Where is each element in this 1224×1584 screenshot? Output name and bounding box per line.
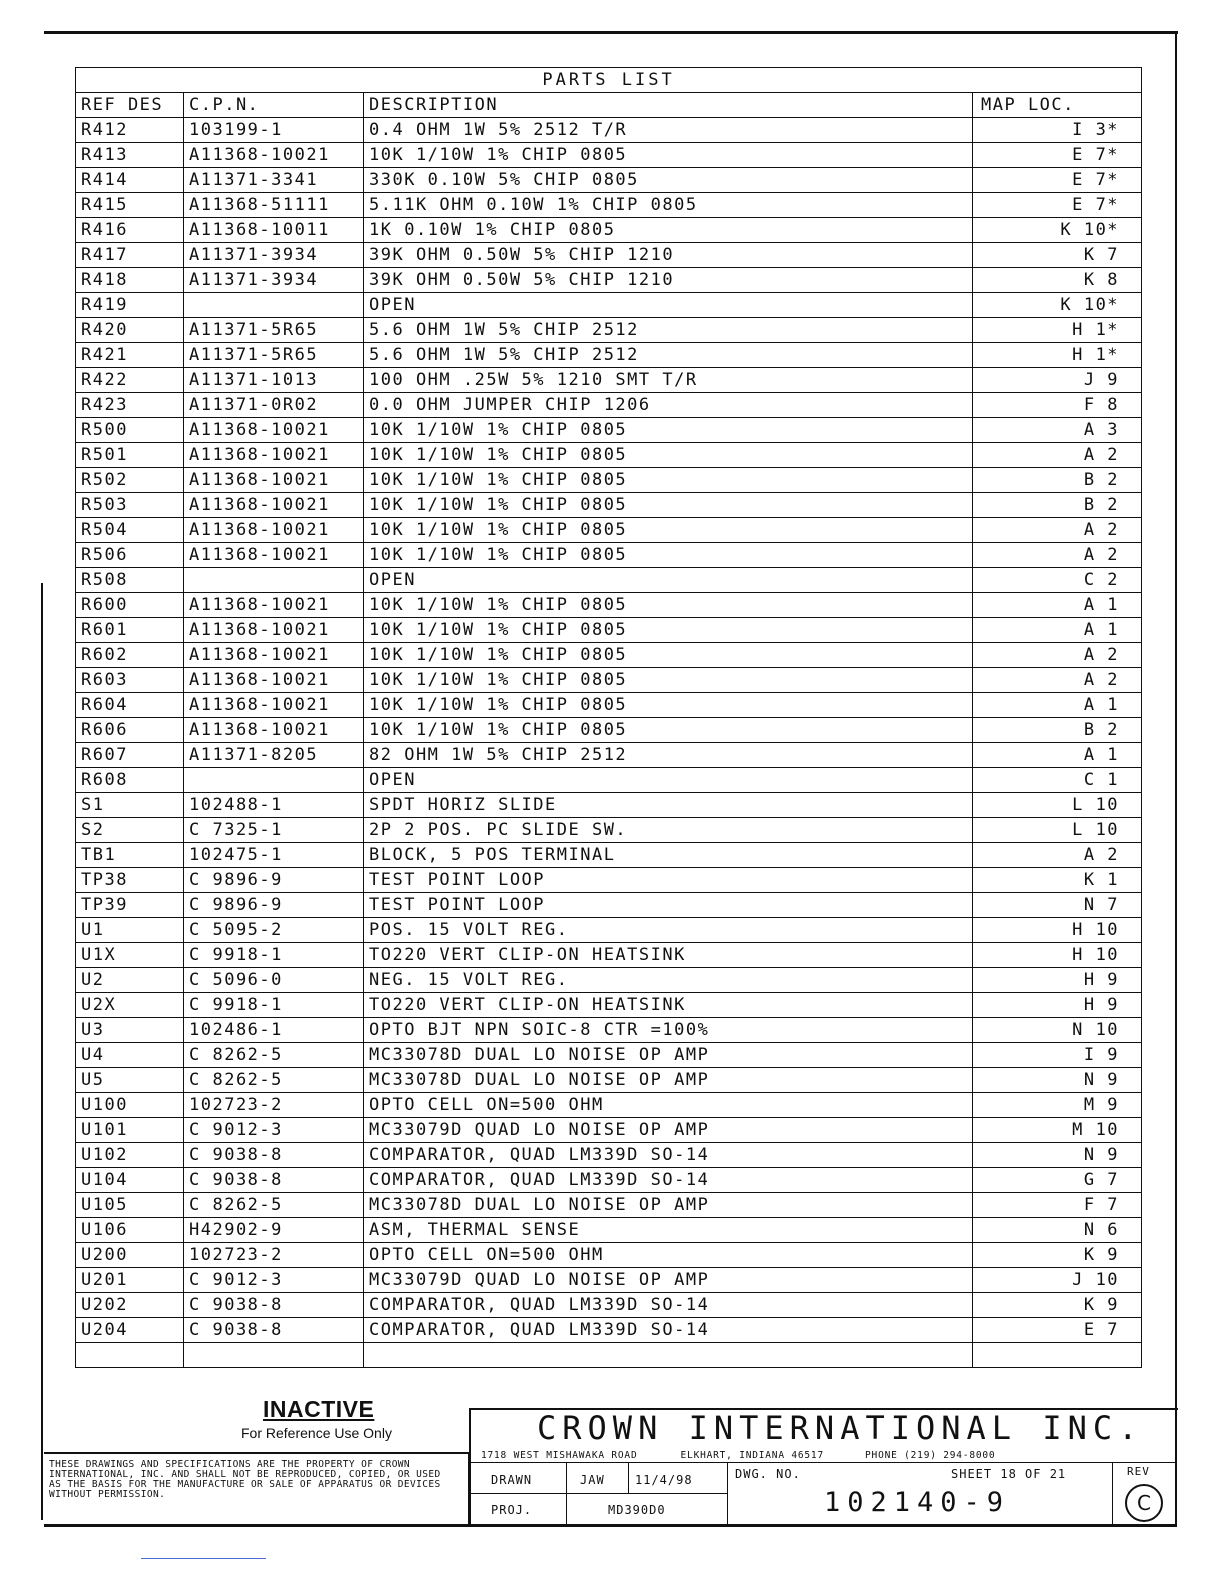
map-loc-cell: C 2 [973, 568, 1142, 593]
ref-des-cell: R506 [76, 543, 184, 568]
ref-des-cell: R501 [76, 443, 184, 468]
table-row [76, 818, 1142, 843]
map-loc-cell: A 3 [973, 418, 1142, 443]
description-cell: COMPARATOR, QUAD LM339D SO-14 [364, 1293, 973, 1318]
ref-des-cell: R413 [76, 143, 184, 168]
table-row [76, 1118, 1142, 1143]
ref-des-cell: U4 [76, 1043, 184, 1068]
description-cell: 39K OHM 0.50W 5% CHIP 1210 [364, 243, 973, 268]
table-row [76, 1268, 1142, 1293]
map-loc-cell: B 2 [973, 493, 1142, 518]
cpn-cell: C 9918-1 [184, 943, 364, 968]
ref-des-cell: U1X [76, 943, 184, 968]
table-row [76, 1068, 1142, 1093]
description-cell: 10K 1/10W 1% CHIP 0805 [364, 718, 973, 743]
ref-des-cell: TP38 [76, 868, 184, 893]
description-cell: OPTO CELL ON=500 OHM [364, 1093, 973, 1118]
cpn-cell: A11371-3934 [184, 268, 364, 293]
description-cell: MC33078D DUAL LO NOISE OP AMP [364, 1043, 973, 1068]
description-cell: TEST POINT LOOP [364, 893, 973, 918]
description-cell: COMPARATOR, QUAD LM339D SO-14 [364, 1168, 973, 1193]
table-row [76, 118, 1142, 143]
map-loc-cell: K 9 [973, 1293, 1142, 1318]
table-row [76, 1243, 1142, 1268]
description-cell: 2P 2 POS. PC SLIDE SW. [364, 818, 973, 843]
header-cpn: C.P.N. [184, 93, 364, 118]
description-cell: 10K 1/10W 1% CHIP 0805 [364, 468, 973, 493]
description-cell: 10K 1/10W 1% CHIP 0805 [364, 693, 973, 718]
ref-des-cell: R419 [76, 293, 184, 318]
map-loc-cell: M 10 [973, 1118, 1142, 1143]
cpn-cell: A11371-5R65 [184, 318, 364, 343]
description-cell: NEG. 15 VOLT REG. [364, 968, 973, 993]
description-cell: OPEN [364, 293, 973, 318]
map-loc-cell: A 2 [973, 643, 1142, 668]
dwg-no-label: DWG. NO. [735, 1467, 801, 1481]
ref-des-cell: R415 [76, 193, 184, 218]
map-loc-cell: H 9 [973, 968, 1142, 993]
table-row [76, 143, 1142, 168]
revision-letter: C [1125, 1484, 1163, 1522]
description-cell: 39K OHM 0.50W 5% CHIP 1210 [364, 268, 973, 293]
reference-use-note: For Reference Use Only [241, 1425, 392, 1441]
ref-des-cell: S2 [76, 818, 184, 843]
description-cell: 10K 1/10W 1% CHIP 0805 [364, 493, 973, 518]
map-loc-cell: E 7* [973, 168, 1142, 193]
map-loc-cell: B 2 [973, 468, 1142, 493]
table-row [76, 268, 1142, 293]
ref-des-cell: R422 [76, 368, 184, 393]
map-loc-cell: F 8 [973, 393, 1142, 418]
ref-des-cell: U3 [76, 1018, 184, 1043]
ref-des-cell: R607 [76, 743, 184, 768]
ref-des-cell: U106 [76, 1218, 184, 1243]
map-loc-cell: I 9 [973, 1043, 1142, 1068]
ref-des-cell [76, 1343, 184, 1368]
cpn-cell: C 9896-9 [184, 893, 364, 918]
description-cell: 10K 1/10W 1% CHIP 0805 [364, 618, 973, 643]
map-loc-cell: A 2 [973, 668, 1142, 693]
ref-des-cell: R504 [76, 518, 184, 543]
parts-list-header-row [76, 93, 1142, 118]
table-row [76, 668, 1142, 693]
drawn-label: DRAWN [491, 1473, 533, 1487]
parts-list-title-row [76, 68, 1142, 93]
ref-des-cell: R416 [76, 218, 184, 243]
table-row [76, 518, 1142, 543]
cpn-cell: C 7325-1 [184, 818, 364, 843]
ref-des-cell: R503 [76, 493, 184, 518]
cpn-cell: A11371-5R65 [184, 343, 364, 368]
table-row [76, 193, 1142, 218]
drawing-number: 102140-9 [824, 1487, 1011, 1518]
description-cell: MC33079D QUAD LO NOISE OP AMP [364, 1118, 973, 1143]
table-row [76, 968, 1142, 993]
table-row [76, 918, 1142, 943]
cpn-cell: C 8262-5 [184, 1043, 364, 1068]
frame-left-border [41, 583, 43, 1520]
description-cell: 100 OHM .25W 5% 1210 SMT T/R [364, 368, 973, 393]
table-row [76, 643, 1142, 668]
table-row [76, 393, 1142, 418]
cpn-cell: C 9012-3 [184, 1268, 364, 1293]
cpn-cell: C 9038-8 [184, 1168, 364, 1193]
ref-des-cell: U5 [76, 1068, 184, 1093]
description-cell: 5.6 OHM 1W 5% CHIP 2512 [364, 318, 973, 343]
map-loc-cell: C 1 [973, 768, 1142, 793]
cpn-cell: A11368-10021 [184, 468, 364, 493]
cpn-cell: C 9918-1 [184, 993, 364, 1018]
map-loc-cell: K 8 [973, 268, 1142, 293]
cpn-cell: A11368-10021 [184, 493, 364, 518]
map-loc-cell: A 1 [973, 693, 1142, 718]
map-loc-cell: K 10* [973, 293, 1142, 318]
description-cell: 10K 1/10W 1% CHIP 0805 [364, 543, 973, 568]
description-cell: MC33079D QUAD LO NOISE OP AMP [364, 1268, 973, 1293]
description-cell: 1K 0.10W 1% CHIP 0805 [364, 218, 973, 243]
description-cell: TO220 VERT CLIP-ON HEATSINK [364, 993, 973, 1018]
map-loc-cell: G 7 [973, 1168, 1142, 1193]
map-loc-cell: N 10 [973, 1018, 1142, 1043]
table-row [76, 543, 1142, 568]
title-block-col-divider-4 [1112, 1462, 1113, 1524]
title-block-col-divider [566, 1462, 567, 1524]
company-address [481, 1450, 995, 1461]
table-row [76, 1193, 1142, 1218]
map-loc-cell: E 7* [973, 193, 1142, 218]
description-cell: POS. 15 VOLT REG. [364, 918, 973, 943]
description-cell: 330K 0.10W 5% CHIP 0805 [364, 168, 973, 193]
ref-des-cell: R604 [76, 693, 184, 718]
ref-des-cell: R508 [76, 568, 184, 593]
table-row [76, 343, 1142, 368]
map-loc-cell: H 1* [973, 343, 1142, 368]
ref-des-cell: U202 [76, 1293, 184, 1318]
description-cell: BLOCK, 5 POS TERMINAL [364, 843, 973, 868]
inactive-stamp: INACTIVE [263, 1396, 375, 1422]
cpn-cell: 102723-2 [184, 1243, 364, 1268]
table-row [76, 493, 1142, 518]
ref-des-cell: R421 [76, 343, 184, 368]
ref-des-cell: U102 [76, 1143, 184, 1168]
drawn-by: JAW [580, 1473, 605, 1487]
table-row [76, 693, 1142, 718]
table-row [76, 843, 1142, 868]
proj-label: PROJ. [491, 1503, 533, 1517]
cpn-cell: A11371-0R02 [184, 393, 364, 418]
map-loc-cell: A 2 [973, 843, 1142, 868]
cpn-cell: A11368-10021 [184, 543, 364, 568]
cpn-cell: A11368-10021 [184, 418, 364, 443]
cpn-cell: H42902-9 [184, 1218, 364, 1243]
title-block-col-divider-2 [628, 1462, 629, 1493]
table-row [76, 1043, 1142, 1068]
ref-des-cell: U104 [76, 1168, 184, 1193]
description-cell: 0.0 OHM JUMPER CHIP 1206 [364, 393, 973, 418]
map-loc-cell: N 6 [973, 1218, 1142, 1243]
cpn-cell: A11368-10021 [184, 443, 364, 468]
header-description: DESCRIPTION [364, 93, 973, 118]
cpn-cell: A11368-10011 [184, 218, 364, 243]
table-row [76, 1143, 1142, 1168]
cpn-cell: C 8262-5 [184, 1193, 364, 1218]
map-loc-cell: N 9 [973, 1068, 1142, 1093]
ref-des-cell: R414 [76, 168, 184, 193]
header-ref-des: REF DES [76, 93, 184, 118]
cpn-cell: 102475-1 [184, 843, 364, 868]
parts-list-title: PARTS LIST [76, 68, 1142, 93]
map-loc-cell: H 10 [973, 918, 1142, 943]
cpn-cell: C 5096-0 [184, 968, 364, 993]
cpn-cell: A11368-10021 [184, 518, 364, 543]
table-row [76, 943, 1142, 968]
project-code: MD390D0 [608, 1503, 666, 1517]
cpn-cell: 102723-2 [184, 1093, 364, 1118]
map-loc-cell: K 7 [973, 243, 1142, 268]
description-cell: TO220 VERT CLIP-ON HEATSINK [364, 943, 973, 968]
description-cell: 10K 1/10W 1% CHIP 0805 [364, 418, 973, 443]
table-row [76, 893, 1142, 918]
description-cell: 10K 1/10W 1% CHIP 0805 [364, 643, 973, 668]
table-row [76, 318, 1142, 343]
description-cell: COMPARATOR, QUAD LM339D SO-14 [364, 1318, 973, 1343]
cpn-cell: A11368-10021 [184, 668, 364, 693]
table-row [76, 1318, 1142, 1343]
cpn-cell: C 5095-2 [184, 918, 364, 943]
map-loc-cell: M 9 [973, 1093, 1142, 1118]
table-row [76, 1293, 1142, 1318]
ref-des-cell: U2 [76, 968, 184, 993]
cpn-cell: A11371-3341 [184, 168, 364, 193]
table-row [76, 618, 1142, 643]
ref-des-cell: U101 [76, 1118, 184, 1143]
map-loc-cell: E 7 [973, 1318, 1142, 1343]
cpn-cell [184, 1343, 364, 1368]
table-row [76, 243, 1142, 268]
ref-des-cell: R502 [76, 468, 184, 493]
cpn-cell [184, 768, 364, 793]
table-row [76, 793, 1142, 818]
description-cell: OPTO CELL ON=500 OHM [364, 1243, 973, 1268]
title-block-divider [469, 1462, 1176, 1463]
cpn-cell [184, 568, 364, 593]
cpn-cell: C 9038-8 [184, 1143, 364, 1168]
description-cell: SPDT HORIZ SLIDE [364, 793, 973, 818]
ref-des-cell: TB1 [76, 843, 184, 868]
ref-des-cell: U1 [76, 918, 184, 943]
table-row [76, 468, 1142, 493]
map-loc-cell: K 10* [973, 218, 1142, 243]
map-loc-cell: N 7 [973, 893, 1142, 918]
ref-des-cell: R417 [76, 243, 184, 268]
description-cell: 10K 1/10W 1% CHIP 0805 [364, 143, 973, 168]
cpn-cell: 102488-1 [184, 793, 364, 818]
map-loc-cell [973, 1343, 1142, 1368]
description-cell: 82 OHM 1W 5% CHIP 2512 [364, 743, 973, 768]
parts-list-table [75, 67, 1142, 1368]
ref-des-cell: S1 [76, 793, 184, 818]
table-row [76, 993, 1142, 1018]
description-cell: MC33078D DUAL LO NOISE OP AMP [364, 1068, 973, 1093]
cpn-cell: A11368-10021 [184, 593, 364, 618]
ref-des-cell: R418 [76, 268, 184, 293]
map-loc-cell: A 2 [973, 443, 1142, 468]
header-map-loc: MAP LOC. [973, 93, 1142, 118]
cpn-cell: A11371-8205 [184, 743, 364, 768]
ref-des-cell: R500 [76, 418, 184, 443]
table-row [76, 1343, 1142, 1368]
ref-des-cell: U100 [76, 1093, 184, 1118]
cpn-cell: A11368-10021 [184, 693, 364, 718]
description-cell: 0.4 OHM 1W 5% 2512 T/R [364, 118, 973, 143]
frame-top-border [44, 31, 1178, 34]
ref-des-cell: R601 [76, 618, 184, 643]
cpn-cell: A11368-10021 [184, 618, 364, 643]
cpn-cell: A11371-1013 [184, 368, 364, 393]
description-cell: OPEN [364, 768, 973, 793]
ref-des-cell: U204 [76, 1318, 184, 1343]
map-loc-cell: I 3* [973, 118, 1142, 143]
description-cell: 10K 1/10W 1% CHIP 0805 [364, 443, 973, 468]
description-cell: ASM, THERMAL SENSE [364, 1218, 973, 1243]
map-loc-cell: N 9 [973, 1143, 1142, 1168]
ref-des-cell: R423 [76, 393, 184, 418]
parts-list-body [76, 68, 1142, 1368]
table-row [76, 418, 1142, 443]
sheet-number: SHEET 18 OF 21 [951, 1467, 1067, 1481]
ref-des-cell: R608 [76, 768, 184, 793]
map-loc-cell: K 9 [973, 1243, 1142, 1268]
ref-des-cell: R602 [76, 643, 184, 668]
description-cell: OPEN [364, 568, 973, 593]
ref-des-cell: R412 [76, 118, 184, 143]
cpn-cell: A11368-51111 [184, 193, 364, 218]
ref-des-cell: R600 [76, 593, 184, 618]
title-block-divider-2 [469, 1493, 727, 1494]
description-cell: 5.11K OHM 0.10W 1% CHIP 0805 [364, 193, 973, 218]
table-row [76, 718, 1142, 743]
map-loc-cell: A 2 [973, 543, 1142, 568]
property-notice: THESE DRAWINGS AND SPECIFICATIONS ARE THE PROPERTY OF CROWN INTERNATIONAL, INC. AND SHALL NOT BE REPRODUCED, COPIED, OR USED AS THE BASIS FOR THE MANUFACTURE OR SALE OF APPARATUS OR DEVICES WITHOUT PERMISSION. [49, 1459, 441, 1500]
map-loc-cell: E 7* [973, 143, 1142, 168]
ref-des-cell: R603 [76, 668, 184, 693]
table-row [76, 1018, 1142, 1043]
map-loc-cell: K 1 [973, 868, 1142, 893]
table-row [76, 1168, 1142, 1193]
map-loc-cell: A 1 [973, 618, 1142, 643]
ref-des-cell: R606 [76, 718, 184, 743]
description-cell: 5.6 OHM 1W 5% CHIP 2512 [364, 343, 973, 368]
map-loc-cell: L 10 [973, 818, 1142, 843]
cpn-cell: A11371-3934 [184, 243, 364, 268]
street-address: 1718 WEST MISHAWAKA ROAD [481, 1450, 638, 1461]
company-name: CROWN INTERNATIONAL INC. [537, 1409, 1144, 1447]
table-row [76, 443, 1142, 468]
phone-number: PHONE (219) 294-8000 [865, 1450, 996, 1461]
drawn-date: 11/4/98 [635, 1473, 693, 1487]
ref-des-cell: TP39 [76, 893, 184, 918]
ref-des-cell: R420 [76, 318, 184, 343]
title-block-col-divider-3 [727, 1462, 728, 1524]
map-loc-cell: J 9 [973, 368, 1142, 393]
table-row [76, 1093, 1142, 1118]
link-underline [141, 1558, 266, 1559]
cpn-cell: A11368-10021 [184, 643, 364, 668]
description-cell: TEST POINT LOOP [364, 868, 973, 893]
cpn-cell: 102486-1 [184, 1018, 364, 1043]
map-loc-cell: A 1 [973, 743, 1142, 768]
table-row [76, 568, 1142, 593]
frame-right-border [1175, 31, 1177, 1527]
table-row [76, 1218, 1142, 1243]
map-loc-cell: H 1* [973, 318, 1142, 343]
map-loc-cell: A 2 [973, 518, 1142, 543]
cpn-cell: C 9038-8 [184, 1293, 364, 1318]
table-row [76, 293, 1142, 318]
description-cell: 10K 1/10W 1% CHIP 0805 [364, 668, 973, 693]
table-row [76, 168, 1142, 193]
rev-label: REV [1127, 1465, 1150, 1478]
description-cell: COMPARATOR, QUAD LM339D SO-14 [364, 1143, 973, 1168]
table-row [76, 868, 1142, 893]
description-cell: 10K 1/10W 1% CHIP 0805 [364, 518, 973, 543]
table-row [76, 593, 1142, 618]
cpn-cell: C 9896-9 [184, 868, 364, 893]
city-address: ELKHART, INDIANA 46517 [680, 1450, 824, 1461]
table-row [76, 218, 1142, 243]
map-loc-cell: H 9 [973, 993, 1142, 1018]
map-loc-cell: F 7 [973, 1193, 1142, 1218]
cpn-cell: A11368-10021 [184, 718, 364, 743]
cpn-cell [184, 293, 364, 318]
map-loc-cell: H 10 [973, 943, 1142, 968]
cpn-cell: A11368-10021 [184, 143, 364, 168]
map-loc-cell: A 1 [973, 593, 1142, 618]
cpn-cell: C 9038-8 [184, 1318, 364, 1343]
cpn-cell: C 9012-3 [184, 1118, 364, 1143]
ref-des-cell: U200 [76, 1243, 184, 1268]
table-row [76, 368, 1142, 393]
map-loc-cell: L 10 [973, 793, 1142, 818]
map-loc-cell: B 2 [973, 718, 1142, 743]
description-cell: 10K 1/10W 1% CHIP 0805 [364, 593, 973, 618]
cpn-cell: 103199-1 [184, 118, 364, 143]
ref-des-cell: U105 [76, 1193, 184, 1218]
table-row [76, 743, 1142, 768]
description-cell: OPTO BJT NPN SOIC-8 CTR =100% [364, 1018, 973, 1043]
map-loc-cell: J 10 [973, 1268, 1142, 1293]
cpn-cell: C 8262-5 [184, 1068, 364, 1093]
table-row [76, 768, 1142, 793]
description-cell: MC33078D DUAL LO NOISE OP AMP [364, 1193, 973, 1218]
ref-des-cell: U2X [76, 993, 184, 1018]
ref-des-cell: U201 [76, 1268, 184, 1293]
description-cell [364, 1343, 973, 1368]
